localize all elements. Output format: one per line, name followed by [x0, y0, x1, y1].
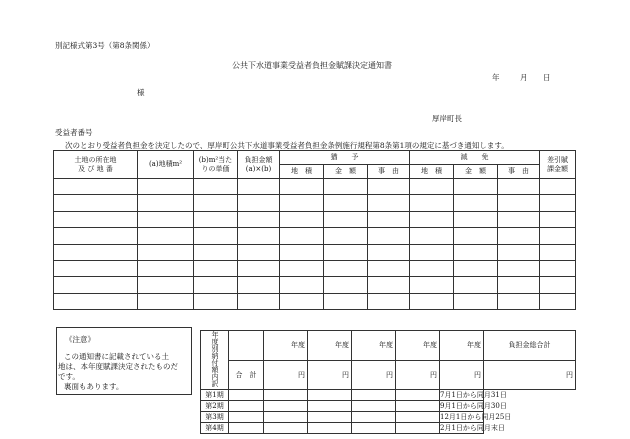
- table-cell[interactable]: [138, 244, 194, 260]
- table-cell[interactable]: [194, 260, 238, 276]
- table-row: [54, 211, 576, 227]
- table-row: [54, 244, 576, 260]
- table-cell[interactable]: [540, 179, 576, 195]
- period-label: 第4期: [201, 423, 229, 434]
- table-cell[interactable]: [410, 293, 454, 309]
- table-cell[interactable]: [280, 195, 324, 211]
- period-amount-cell[interactable]: [396, 412, 440, 423]
- note-line: この通知書に記載されている土: [64, 352, 169, 361]
- table-cell[interactable]: [138, 293, 194, 309]
- form-number: 別記様式第3号（第8条関係）: [55, 41, 155, 50]
- table-cell[interactable]: [498, 195, 540, 211]
- table-cell[interactable]: [454, 195, 498, 211]
- table-cell[interactable]: [410, 277, 454, 293]
- period-range: 9月1日から同月30日: [440, 402, 507, 411]
- year-header: 年度: [308, 331, 352, 361]
- yen-unit: 円: [484, 360, 576, 390]
- body-text: 次のとおり受益者負担金を決定したので、厚岸町公共下水道事業受益者負担金条例施行規程第8条第1項の規定に基づき通知します。: [65, 141, 509, 150]
- table-cell[interactable]: [238, 211, 280, 227]
- total-label: 合 計: [229, 360, 264, 390]
- table-cell[interactable]: [540, 260, 576, 276]
- period-row: [201, 412, 576, 423]
- table-cell[interactable]: [540, 244, 576, 260]
- table-cell[interactable]: [238, 244, 280, 260]
- beneficiary-number-label: 受益者番号: [55, 128, 93, 137]
- table-row: [54, 195, 576, 211]
- table-cell[interactable]: [138, 211, 194, 227]
- table-cell[interactable]: [368, 228, 410, 244]
- yen-unit: 円: [352, 360, 396, 390]
- period-label: 第2期: [201, 401, 229, 412]
- date-year: 年: [492, 73, 500, 82]
- table-cell[interactable]: [194, 211, 238, 227]
- table-cell[interactable]: [138, 260, 194, 276]
- table-cell[interactable]: [454, 179, 498, 195]
- year-header: 年度: [440, 331, 484, 361]
- table-cell[interactable]: [454, 277, 498, 293]
- year-header: 年度: [264, 331, 308, 361]
- header-reduction-reason: 事 由: [498, 165, 540, 179]
- table-cell[interactable]: [54, 211, 138, 227]
- period-amount-cell[interactable]: [352, 423, 396, 434]
- date-month: 月: [520, 73, 528, 82]
- table-cell[interactable]: [138, 228, 194, 244]
- table-cell[interactable]: [280, 293, 324, 309]
- period-row: [201, 390, 576, 401]
- header-unit-price: (b)m²当た りの単価: [194, 151, 238, 179]
- period-range: 7月1日から同月31日: [440, 391, 507, 400]
- table-cell[interactable]: [410, 211, 454, 227]
- schedule-side-label: 年度別納付額内訳: [201, 331, 229, 390]
- period-amount-cell[interactable]: [229, 390, 264, 401]
- header-reduction-amount: 金 額: [454, 165, 498, 179]
- note-line: 裏面もあります。: [64, 382, 124, 392]
- yen-unit: 円: [440, 360, 484, 390]
- table-cell[interactable]: [138, 195, 194, 211]
- table-cell[interactable]: [54, 293, 138, 309]
- table-cell[interactable]: [324, 195, 368, 211]
- table-cell[interactable]: [54, 260, 138, 276]
- table-cell[interactable]: [194, 195, 238, 211]
- period-amount-cell[interactable]: [308, 423, 352, 434]
- table-cell[interactable]: [454, 244, 498, 260]
- table-cell[interactable]: [368, 244, 410, 260]
- table-cell[interactable]: [280, 260, 324, 276]
- installment-schedule-table: [200, 330, 576, 434]
- table-cell[interactable]: [368, 195, 410, 211]
- table-cell[interactable]: [410, 260, 454, 276]
- table-row: [54, 260, 576, 276]
- table-cell[interactable]: [194, 244, 238, 260]
- table-cell[interactable]: [324, 293, 368, 309]
- table-cell[interactable]: [238, 293, 280, 309]
- period-amount-cell[interactable]: [396, 401, 440, 412]
- addressee-suffix: 様: [137, 88, 145, 97]
- table-cell[interactable]: [54, 179, 138, 195]
- table-cell[interactable]: [194, 277, 238, 293]
- table-cell[interactable]: [454, 260, 498, 276]
- table-cell[interactable]: [238, 228, 280, 244]
- table-cell[interactable]: [324, 211, 368, 227]
- period-amount-cell[interactable]: [352, 412, 396, 423]
- period-amount-cell[interactable]: [229, 412, 264, 423]
- period-amount-cell[interactable]: [396, 390, 440, 401]
- period-amount-cell[interactable]: [264, 390, 308, 401]
- table-cell[interactable]: [410, 228, 454, 244]
- period-amount-cell[interactable]: [264, 423, 308, 434]
- header-reduction: 減 免: [410, 151, 540, 165]
- table-cell[interactable]: [498, 211, 540, 227]
- table-cell[interactable]: [540, 211, 576, 227]
- header-reduction-area: 地 積: [410, 165, 454, 179]
- table-cell[interactable]: [138, 277, 194, 293]
- period-range: 2月1日から同月末日: [440, 424, 505, 433]
- period-amount-cell[interactable]: [308, 401, 352, 412]
- period-amount-cell[interactable]: [352, 390, 396, 401]
- year-header: 年度: [352, 331, 396, 361]
- table-cell[interactable]: [498, 260, 540, 276]
- period-amount-cell[interactable]: [264, 401, 308, 412]
- table-row: [54, 293, 576, 309]
- table-cell[interactable]: [540, 195, 576, 211]
- table-cell[interactable]: [280, 277, 324, 293]
- table-cell[interactable]: [194, 179, 238, 195]
- table-cell[interactable]: [238, 260, 280, 276]
- table-cell[interactable]: [138, 179, 194, 195]
- issuer: 厚岸町長: [432, 114, 462, 123]
- yen-unit: 円: [396, 360, 440, 390]
- table-row: [54, 228, 576, 244]
- table-cell[interactable]: [498, 293, 540, 309]
- note-line: です。: [58, 372, 80, 382]
- table-cell[interactable]: [54, 244, 138, 260]
- table-cell[interactable]: [498, 179, 540, 195]
- table-cell[interactable]: [368, 277, 410, 293]
- table-cell[interactable]: [540, 228, 576, 244]
- table-cell[interactable]: [324, 277, 368, 293]
- note-line: 地は、本年度賦課決定されたものだ: [58, 362, 178, 372]
- header-deferral-area: 地 積: [280, 165, 324, 179]
- table-cell[interactable]: [54, 195, 138, 211]
- table-row: [54, 179, 576, 195]
- period-amount-cell[interactable]: [352, 401, 396, 412]
- period-amount-cell[interactable]: [308, 390, 352, 401]
- period-amount-cell[interactable]: [264, 412, 308, 423]
- table-cell[interactable]: [368, 179, 410, 195]
- table-cell[interactable]: [280, 211, 324, 227]
- header-amount: 負担金額 (a)×(b): [238, 151, 280, 179]
- yen-unit: 円: [264, 360, 308, 390]
- table-cell[interactable]: [280, 179, 324, 195]
- table-cell[interactable]: [498, 228, 540, 244]
- header-area: (a)地積m²: [138, 151, 194, 179]
- note-body: [58, 352, 198, 393]
- table-cell[interactable]: [410, 179, 454, 195]
- period-amount-cell[interactable]: [308, 412, 352, 423]
- total-header: 負担金総合計: [484, 331, 576, 361]
- table-cell[interactable]: [410, 195, 454, 211]
- period-label: 第3期: [201, 412, 229, 423]
- period-amount-cell[interactable]: [396, 423, 440, 434]
- table-cell[interactable]: [540, 293, 576, 309]
- table-cell[interactable]: [324, 260, 368, 276]
- header-deferral-reason: 事 由: [368, 165, 410, 179]
- period-range: 12月1日から同月25日: [440, 413, 512, 422]
- table-cell[interactable]: [280, 244, 324, 260]
- period-amount-cell[interactable]: [229, 423, 264, 434]
- period-row: [201, 401, 576, 412]
- period-amount-cell[interactable]: [229, 401, 264, 412]
- table-cell[interactable]: [238, 179, 280, 195]
- table-cell[interactable]: [368, 260, 410, 276]
- header-location: 土地の所在地 及 び 地 番: [54, 151, 138, 179]
- table-cell[interactable]: [368, 293, 410, 309]
- document-title: 公共下水道事業受益者負担金賦課決定通知書: [232, 61, 392, 70]
- table-cell[interactable]: [454, 211, 498, 227]
- table-cell[interactable]: [194, 228, 238, 244]
- header-net-amount: 差引賦 課金額: [540, 151, 576, 179]
- table-cell[interactable]: [410, 244, 454, 260]
- header-deferral-amount: 金 額: [324, 165, 368, 179]
- table-cell[interactable]: [368, 211, 410, 227]
- header-deferral: 猶 予: [280, 151, 410, 165]
- table-row: [54, 277, 576, 293]
- table-cell[interactable]: [324, 228, 368, 244]
- table-cell[interactable]: [54, 228, 138, 244]
- assessment-table: [53, 150, 576, 310]
- table-cell[interactable]: [324, 179, 368, 195]
- date-day: 日: [543, 73, 551, 82]
- period-label: 第1期: [201, 390, 229, 401]
- table-cell[interactable]: [238, 195, 280, 211]
- table-cell[interactable]: [498, 277, 540, 293]
- table-cell[interactable]: [454, 293, 498, 309]
- yen-unit: 円: [308, 360, 352, 390]
- table-cell[interactable]: [238, 277, 280, 293]
- table-cell[interactable]: [454, 228, 498, 244]
- note-title: 《注意》: [65, 335, 95, 344]
- table-cell[interactable]: [540, 277, 576, 293]
- year-header: 年度: [396, 331, 440, 361]
- table-cell[interactable]: [194, 293, 238, 309]
- period-row: [201, 423, 576, 434]
- table-cell[interactable]: [54, 277, 138, 293]
- table-cell[interactable]: [498, 244, 540, 260]
- table-cell[interactable]: [324, 244, 368, 260]
- table-cell[interactable]: [280, 228, 324, 244]
